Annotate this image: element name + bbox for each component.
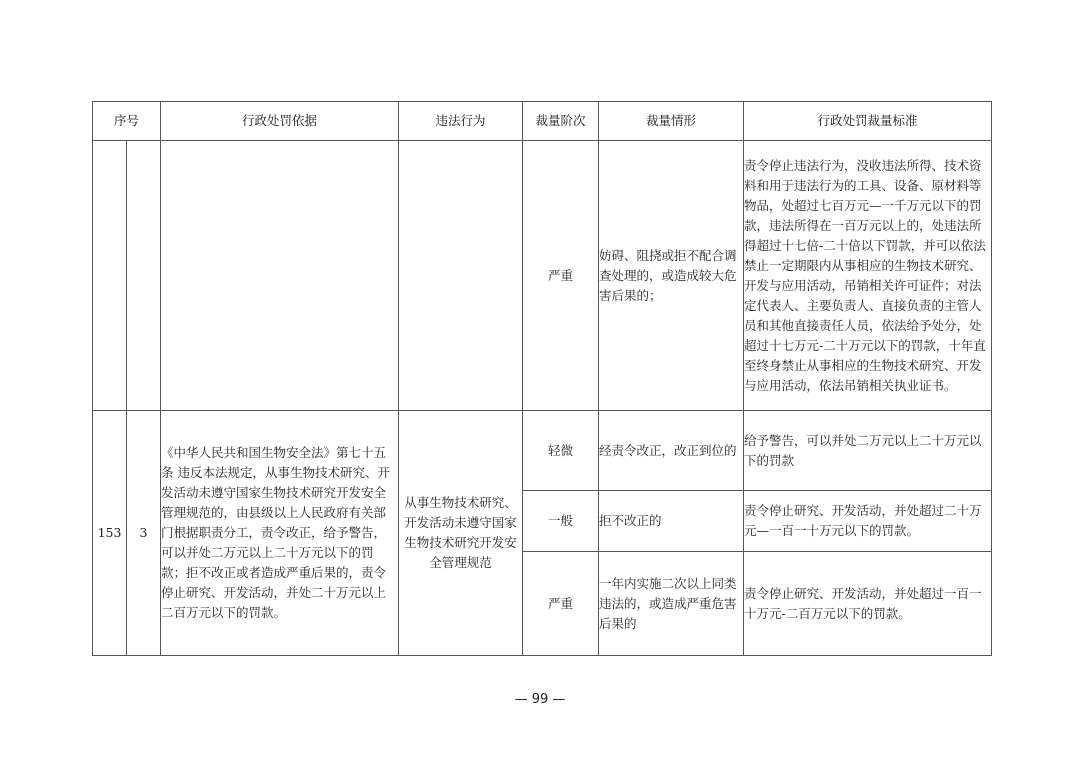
tier-level: 一般 bbox=[523, 491, 599, 552]
continued-seq-cell bbox=[93, 141, 127, 411]
entry-act: 从事生物技术研究、开发活动未遵守国家生物技术研究开发安全管理规范 bbox=[399, 411, 523, 656]
entry-number: 153 bbox=[93, 411, 127, 656]
header-basis: 行政处罚依据 bbox=[161, 102, 399, 141]
continued-sub-seq-cell bbox=[127, 141, 161, 411]
continued-row bbox=[93, 141, 992, 411]
tier-situation: 一年内实施二次以上同类违法的，或造成严重危害后果的 bbox=[599, 552, 744, 656]
tier-standard: 责令停止研究、开发活动，并处超过一百一十万元-二百万元以下的罚款。 bbox=[744, 552, 992, 656]
tier-level: 轻微 bbox=[523, 411, 599, 491]
tier-level: 严重 bbox=[523, 552, 599, 656]
header-level: 裁量阶次 bbox=[523, 102, 599, 141]
header-situation: 裁量情形 bbox=[599, 102, 744, 141]
penalty-standard-table bbox=[92, 101, 992, 656]
continued-level-cell: 严重 bbox=[523, 141, 599, 411]
continued-situation-cell: 妨碍、阻挠或拒不配合调查处理的，或造成较大危害后果的； bbox=[599, 141, 744, 411]
header-row bbox=[93, 102, 992, 141]
entry-sub-number: 3 bbox=[127, 411, 161, 656]
page-number: — 99 — bbox=[514, 692, 566, 707]
tier-standard: 责令停止研究、开发活动，并处超过二十万元—一百一十万元以下的罚款。 bbox=[744, 491, 992, 552]
tier-standard: 给予警告，可以并处二万元以上二十万元以下的罚款 bbox=[744, 411, 992, 491]
continued-act-cell bbox=[399, 141, 523, 411]
header-act: 违法行为 bbox=[399, 102, 523, 141]
tier-situation: 经责令改正，改正到位的 bbox=[599, 411, 744, 491]
entry-row-tier-1 bbox=[93, 411, 992, 491]
tier-situation: 拒不改正的 bbox=[599, 491, 744, 552]
header-standard: 行政处罚裁量标准 bbox=[744, 102, 992, 141]
continued-basis-cell bbox=[161, 141, 399, 411]
header-seq: 序号 bbox=[93, 102, 161, 141]
entry-basis: 《中华人民共和国生物安全法》第七十五条 违反本法规定，从事生物技术研究、开发活动未遵守国家生物技术研究开发安全管理规范的，由县级以上人民政府有关部门根据职责分工，责令改正，给予警告，可以并处二万元以上二十万元以下的罚款；拒不改正或者造成严重后果的，责令停止研究、开发活动，并处二十万元以上二百万元以下的罚款。 bbox=[161, 411, 399, 656]
continued-standard-cell: 责令停止违法行为，没收违法所得、技术资料和用于违法行为的工具、设备、原材料等物品，处超过七百万元—一千万元以下的罚款，违法所得在一百万元以上的，处违法所得超过十七倍-二十倍以下罚款，并可以依法禁止一定期限内从事相应的生物技术研究、开发与应用活动，吊销相关许可证件；对法定代表人、主要负责人、直接负责的主管人员和其他直接责任人员，依法给予处分，处超过十七万元-二十万元以下的罚款，十年直至终身禁止从事相应的生物技术研究、开发与应用活动，依法吊销相关执业证书。 bbox=[744, 141, 992, 411]
